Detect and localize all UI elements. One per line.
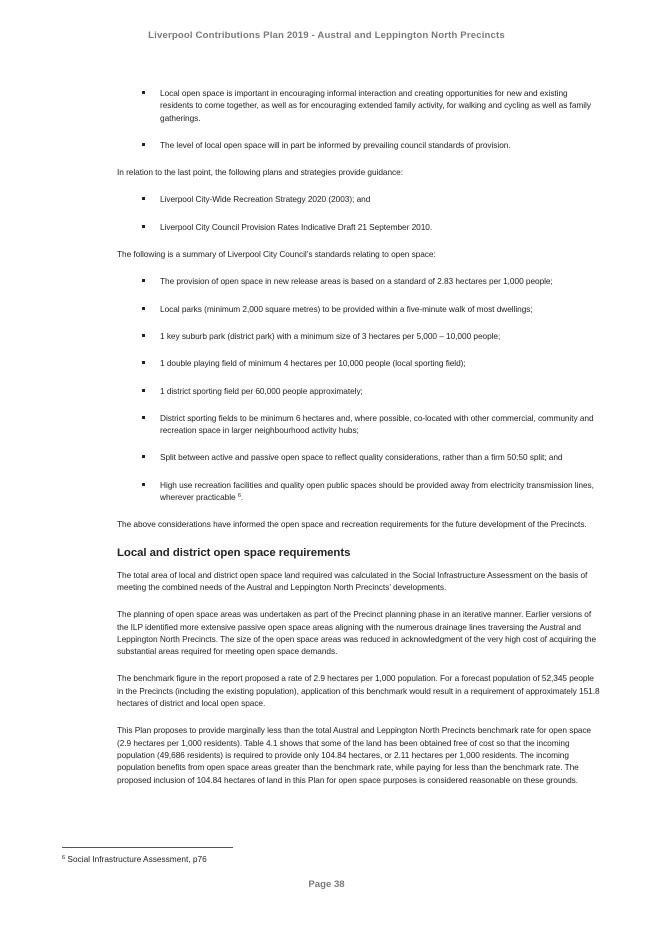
- body-paragraph: The planning of open space areas was undertaken as part of the Precinct planning phase in an iterative manner. Earlier versions of the ILP identified more extensive passive open space areas aligning with the numerous drainage lines traversing the Austral and Leppington North Precincts. The size of the open space areas was reduced in acknowledgment of the very high cost of acquiring the substantial areas required for meeting open space demands.: [117, 609, 597, 657]
- guidance-bullet-list: [117, 193, 602, 233]
- considerations-paragraph: The above considerations have informed the open space and recreation requirements for the future development of the Precincts.: [117, 519, 587, 530]
- list-item: Local open space is important in encouraging informal interaction and creating opportunities for new and existing residents to come together, as well as for encouraging extended family activity, for walking and cycling as well as family gatherings.: [160, 87, 602, 124]
- footnote-reference[interactable]: 6: [237, 493, 241, 500]
- footnote-text: Social Infrastructure Assessment, p76: [65, 854, 207, 864]
- list-item: Split between active and passive open space to reflect quality considerations, rather than a firm 50:50 split; and: [160, 451, 602, 463]
- list-item: [160, 479, 602, 504]
- intro-bullet-list: [117, 87, 602, 151]
- list-item: The level of local open space will in part be informed by prevailing council standards of provision.: [160, 139, 602, 151]
- running-header: Liverpool Contributions Plan 2019 - Austral and Leppington North Precincts: [148, 30, 505, 41]
- list-item: 1 double playing field of minimum 4 hectares per 10,000 people (local sporting field);: [160, 357, 602, 369]
- guidance-intro-paragraph: In relation to the last point, the following plans and strategies provide guidance:: [117, 167, 403, 178]
- footnote-divider: [62, 847, 233, 848]
- standards-bullet-list: [117, 275, 602, 503]
- list-item: Liverpool City-Wide Recreation Strategy 2020 (2003); and: [160, 193, 602, 205]
- list-item: The provision of open space in new release areas is based on a standard of 2.83 hectares per 1,000 people;: [160, 275, 602, 287]
- page-number: Page 38: [308, 879, 345, 890]
- footnote: [62, 854, 207, 864]
- body-paragraph: The total area of local and district open space land required was calculated in the Social Infrastructure Assessment on the basis of meeting the combined needs of the Austral and Leppington North Precincts’ developments.: [117, 569, 588, 592]
- list-item: 1 district sporting field per 60,000 people approximately;: [160, 385, 602, 397]
- list-item: Liverpool City Council Provision Rates Indicative Draft 21 September 2010.: [160, 221, 602, 233]
- page-body: [117, 87, 602, 801]
- list-item: Local parks (minimum 2,000 square metres) to be provided within a five-minute walk of most dwellings;: [160, 303, 602, 315]
- list-item: District sporting fields to be minimum 6 hectares and, where possible, co-located with other commercial, community and recreation space in larger neighbourhood activity hubs;: [160, 412, 602, 437]
- list-item-text: High use recreation facilities and quality open public spaces should be provided away from electricity transmission lines, wherever practicable: [160, 479, 594, 503]
- summary-intro-paragraph: The following is a summary of Liverpool City Council’s standards relating to open space:: [117, 249, 436, 260]
- footnote-marker: 6: [62, 855, 66, 861]
- list-item: 1 key suburb park (district park) with a minimum size of 3 hectares per 5,000 – 10,000 people;: [160, 330, 602, 342]
- section-heading: Local and district open space requirements: [117, 546, 351, 559]
- body-paragraph: The benchmark figure in the report proposed a rate of 2.9 hectares per 1,000 population. For a forecast population of 52,345 people in the Precincts (including the existing population), application of this benchmark would result in a requirement of approximately 151.8 hectares of district and local open space.: [117, 673, 600, 709]
- body-paragraph: This Plan proposes to provide marginally less than the total Austral and Leppington North Precincts benchmark rate for open space (2.9 hectares per 1,000 residents). Table 4.1 shows that some of the land has been obtained free of cost so that the incoming population (49,686 residents) is required to provide only 104.84 hectares, or 2.11 hectares per 1,000 residents. The incoming population benefits from open space areas greater than the benchmark rate, while paying for less than the benchmark rate. The proposed inclusion of 104.84 hectares of land in this Plan for open space purposes is considered reasonable on these grounds.: [117, 725, 592, 785]
- list-item-end: .: [240, 492, 244, 503]
